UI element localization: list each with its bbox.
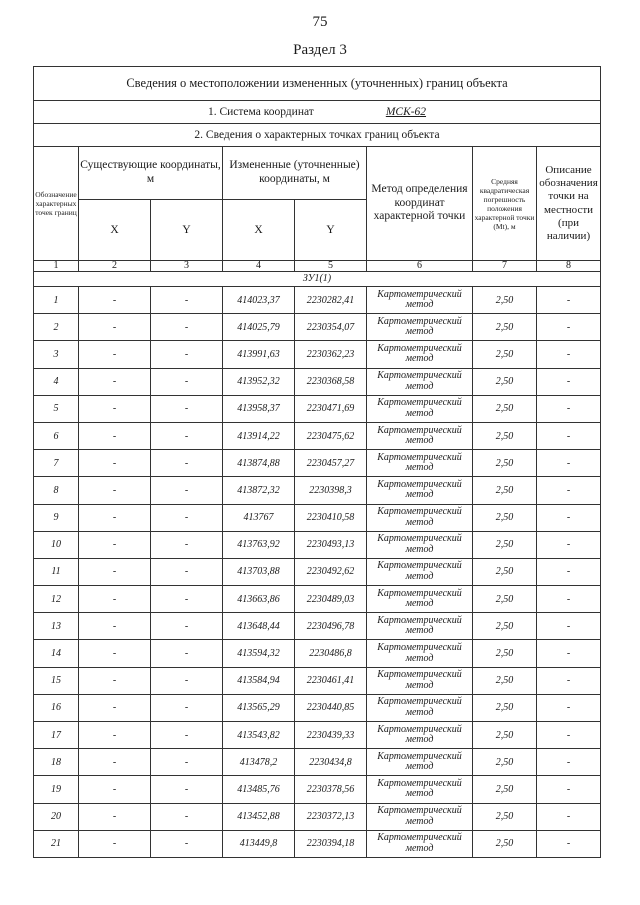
boundary-points-table [33,66,601,858]
header-changed-coords: Измененные (уточненные) координаты, м [223,147,367,200]
point-number-cell: 10 [34,531,79,558]
existing-x-cell: - [79,287,151,314]
existing-x-cell: - [79,803,151,830]
point-number-cell: 16 [34,694,79,721]
existing-x-cell: - [79,422,151,449]
existing-y-cell: - [151,722,223,749]
land-plot-group-label: ЗУ1(1) [34,272,601,287]
changed-x-cell: 413594,32 [223,640,295,667]
description-cell: - [537,368,601,395]
changed-x-cell: 413663,86 [223,586,295,613]
changed-y-cell: 2230282,41 [295,287,367,314]
changed-x-cell: 413543,82 [223,722,295,749]
point-number-cell: 3 [34,341,79,368]
existing-y-cell: - [151,504,223,531]
rms-cell: 2,50 [473,422,537,449]
changed-y-cell: 2230372,13 [295,803,367,830]
existing-y-cell: - [151,749,223,776]
description-cell: - [537,287,601,314]
rms-cell: 2,50 [473,531,537,558]
header-existing-y: Y [151,200,223,261]
table-row [34,450,601,477]
changed-y-cell: 2230440,85 [295,694,367,721]
changed-y-cell: 2230471,69 [295,395,367,422]
changed-x-cell: 413958,37 [223,395,295,422]
column-number: 4 [223,261,295,272]
coord-system-label: 1. Система координат [207,106,314,118]
method-cell: Картометрический метод [367,395,473,422]
rms-cell: 2,50 [473,830,537,857]
table-row [34,422,601,449]
header-changed-y: Y [295,200,367,261]
table-row [34,558,601,585]
changed-x-cell: 413452,88 [223,803,295,830]
rms-cell: 2,50 [473,558,537,585]
changed-y-cell: 2230461,41 [295,667,367,694]
method-cell: Картометрический метод [367,341,473,368]
rms-cell: 2,50 [473,694,537,721]
changed-y-cell: 2230394,18 [295,830,367,857]
changed-x-cell: 413703,88 [223,558,295,585]
rms-cell: 2,50 [473,504,537,531]
header-designation: Обозначение характерных точек границ [34,147,79,261]
rms-cell: 2,50 [473,667,537,694]
description-cell: - [537,477,601,504]
header-method: Метод определения координат характерной точки [367,147,473,261]
existing-x-cell: - [79,667,151,694]
rms-cell: 2,50 [473,450,537,477]
table-row [34,722,601,749]
changed-y-cell: 2230410,58 [295,504,367,531]
section-title: Раздел 3 [293,42,347,58]
existing-x-cell: - [79,395,151,422]
header-rms: Средняя квадратическая погрешность положения характерной точки (Mt), м [473,147,537,261]
table-row [34,504,601,531]
point-number-cell: 13 [34,613,79,640]
changed-y-cell: 2230489,03 [295,586,367,613]
rms-cell: 2,50 [473,749,537,776]
point-number-cell: 20 [34,803,79,830]
table-row [34,776,601,803]
table-row [34,803,601,830]
method-cell: Картометрический метод [367,314,473,341]
point-number-cell: 18 [34,749,79,776]
changed-x-cell: 413485,76 [223,776,295,803]
description-cell: - [537,586,601,613]
existing-y-cell: - [151,341,223,368]
table-row [34,586,601,613]
point-number-cell: 2 [34,314,79,341]
description-cell: - [537,504,601,531]
changed-y-cell: 2230434,8 [295,749,367,776]
description-cell: - [537,395,601,422]
changed-x-cell: 413991,63 [223,341,295,368]
header-existing-x: X [79,200,151,261]
existing-y-cell: - [151,640,223,667]
changed-x-cell: 414023,37 [223,287,295,314]
method-cell: Картометрический метод [367,722,473,749]
description-cell: - [537,667,601,694]
method-cell: Картометрический метод [367,613,473,640]
existing-x-cell: - [79,749,151,776]
points-section-label: 2. Сведения о характерных точках границ объекта [34,124,601,147]
rms-cell: 2,50 [473,776,537,803]
column-number: 6 [367,261,473,272]
point-number-cell: 14 [34,640,79,667]
rms-cell: 2,50 [473,395,537,422]
description-cell: - [537,694,601,721]
method-cell: Картометрический метод [367,803,473,830]
method-cell: Картометрический метод [367,531,473,558]
existing-y-cell: - [151,694,223,721]
rms-cell: 2,50 [473,640,537,667]
description-cell: - [537,558,601,585]
page-number: 75 [312,14,328,30]
method-cell: Картометрический метод [367,694,473,721]
table-row [34,477,601,504]
changed-x-cell: 414025,79 [223,314,295,341]
description-cell: - [537,341,601,368]
changed-x-cell: 413648,44 [223,613,295,640]
description-cell: - [537,640,601,667]
rms-cell: 2,50 [473,613,537,640]
existing-y-cell: - [151,613,223,640]
coord-system-row [34,101,601,124]
description-cell: - [537,749,601,776]
point-number-cell: 12 [34,586,79,613]
method-cell: Картометрический метод [367,558,473,585]
rms-cell: 2,50 [473,314,537,341]
existing-y-cell: - [151,395,223,422]
method-cell: Картометрический метод [367,287,473,314]
point-number-cell: 6 [34,422,79,449]
method-cell: Картометрический метод [367,450,473,477]
header-changed-x: X [223,200,295,261]
description-cell: - [537,830,601,857]
description-cell: - [537,803,601,830]
changed-x-cell: 413584,94 [223,667,295,694]
method-cell: Картометрический метод [367,749,473,776]
column-number: 5 [295,261,367,272]
method-cell: Картометрический метод [367,830,473,857]
rms-cell: 2,50 [473,803,537,830]
table-row [34,368,601,395]
table-title: Сведения о местоположении измененных (уточненных) границ объекта [34,67,601,101]
rms-cell: 2,50 [473,368,537,395]
header-existing-coords: Существующие координаты, м [79,147,223,200]
point-number-cell: 1 [34,287,79,314]
existing-x-cell: - [79,531,151,558]
existing-x-cell: - [79,694,151,721]
changed-x-cell: 413767 [223,504,295,531]
existing-y-cell: - [151,477,223,504]
existing-y-cell: - [151,287,223,314]
changed-x-cell: 413763,92 [223,531,295,558]
changed-x-cell: 413565,29 [223,694,295,721]
point-number-cell: 8 [34,477,79,504]
table-row [34,314,601,341]
changed-x-cell: 413874,88 [223,450,295,477]
existing-x-cell: - [79,558,151,585]
existing-x-cell: - [79,314,151,341]
header-description: Описание обозначения точки на местности (при наличии) [537,147,601,261]
point-number-cell: 21 [34,830,79,857]
rms-cell: 2,50 [473,477,537,504]
changed-y-cell: 2230492,62 [295,558,367,585]
table-row [34,287,601,314]
description-cell: - [537,722,601,749]
existing-x-cell: - [79,341,151,368]
existing-y-cell: - [151,830,223,857]
method-cell: Картометрический метод [367,586,473,613]
table-row [34,749,601,776]
table-row [34,531,601,558]
table-row [34,694,601,721]
description-cell: - [537,613,601,640]
rms-cell: 2,50 [473,287,537,314]
existing-y-cell: - [151,586,223,613]
point-number-cell: 15 [34,667,79,694]
existing-y-cell: - [151,314,223,341]
existing-y-cell: - [151,450,223,477]
description-cell: - [537,422,601,449]
column-number-row [34,261,601,272]
table-row [34,830,601,857]
changed-x-cell: 413449,8 [223,830,295,857]
changed-x-cell: 413478,2 [223,749,295,776]
existing-x-cell: - [79,586,151,613]
description-cell: - [537,450,601,477]
changed-x-cell: 413914,22 [223,422,295,449]
existing-x-cell: - [79,450,151,477]
existing-y-cell: - [151,368,223,395]
method-cell: Картометрический метод [367,477,473,504]
existing-x-cell: - [79,368,151,395]
existing-y-cell: - [151,558,223,585]
method-cell: Картометрический метод [367,640,473,667]
column-number: 3 [151,261,223,272]
existing-x-cell: - [79,477,151,504]
changed-y-cell: 2230457,27 [295,450,367,477]
existing-x-cell: - [79,830,151,857]
changed-y-cell: 2230362,23 [295,341,367,368]
table-row [34,341,601,368]
column-number: 8 [537,261,601,272]
point-number-cell: 17 [34,722,79,749]
description-cell: - [537,314,601,341]
point-number-cell: 9 [34,504,79,531]
description-cell: - [537,531,601,558]
existing-x-cell: - [79,722,151,749]
point-number-cell: 4 [34,368,79,395]
changed-y-cell: 2230398,3 [295,477,367,504]
changed-y-cell: 2230493,13 [295,531,367,558]
method-cell: Картометрический метод [367,422,473,449]
changed-y-cell: 2230368,58 [295,368,367,395]
coord-system-value: МСК-62 [385,106,427,118]
point-number-cell: 7 [34,450,79,477]
rms-cell: 2,50 [473,341,537,368]
method-cell: Картометрический метод [367,667,473,694]
method-cell: Картометрический метод [367,776,473,803]
column-number: 2 [79,261,151,272]
existing-y-cell: - [151,422,223,449]
existing-y-cell: - [151,803,223,830]
existing-x-cell: - [79,776,151,803]
existing-x-cell: - [79,640,151,667]
existing-y-cell: - [151,667,223,694]
table-row [34,640,601,667]
existing-y-cell: - [151,776,223,803]
existing-y-cell: - [151,531,223,558]
existing-x-cell: - [79,613,151,640]
rms-cell: 2,50 [473,586,537,613]
changed-y-cell: 2230496,78 [295,613,367,640]
column-number: 7 [473,261,537,272]
changed-x-cell: 413952,32 [223,368,295,395]
changed-y-cell: 2230439,33 [295,722,367,749]
rms-cell: 2,50 [473,722,537,749]
method-cell: Картометрический метод [367,368,473,395]
method-cell: Картометрический метод [367,504,473,531]
table-row [34,667,601,694]
existing-x-cell: - [79,504,151,531]
description-cell: - [537,776,601,803]
changed-y-cell: 2230475,62 [295,422,367,449]
changed-y-cell: 2230378,56 [295,776,367,803]
changed-y-cell: 2230486,8 [295,640,367,667]
changed-y-cell: 2230354,07 [295,314,367,341]
table-row [34,613,601,640]
column-number: 1 [34,261,79,272]
point-number-cell: 11 [34,558,79,585]
table-row [34,395,601,422]
changed-x-cell: 413872,32 [223,477,295,504]
point-number-cell: 19 [34,776,79,803]
point-number-cell: 5 [34,395,79,422]
